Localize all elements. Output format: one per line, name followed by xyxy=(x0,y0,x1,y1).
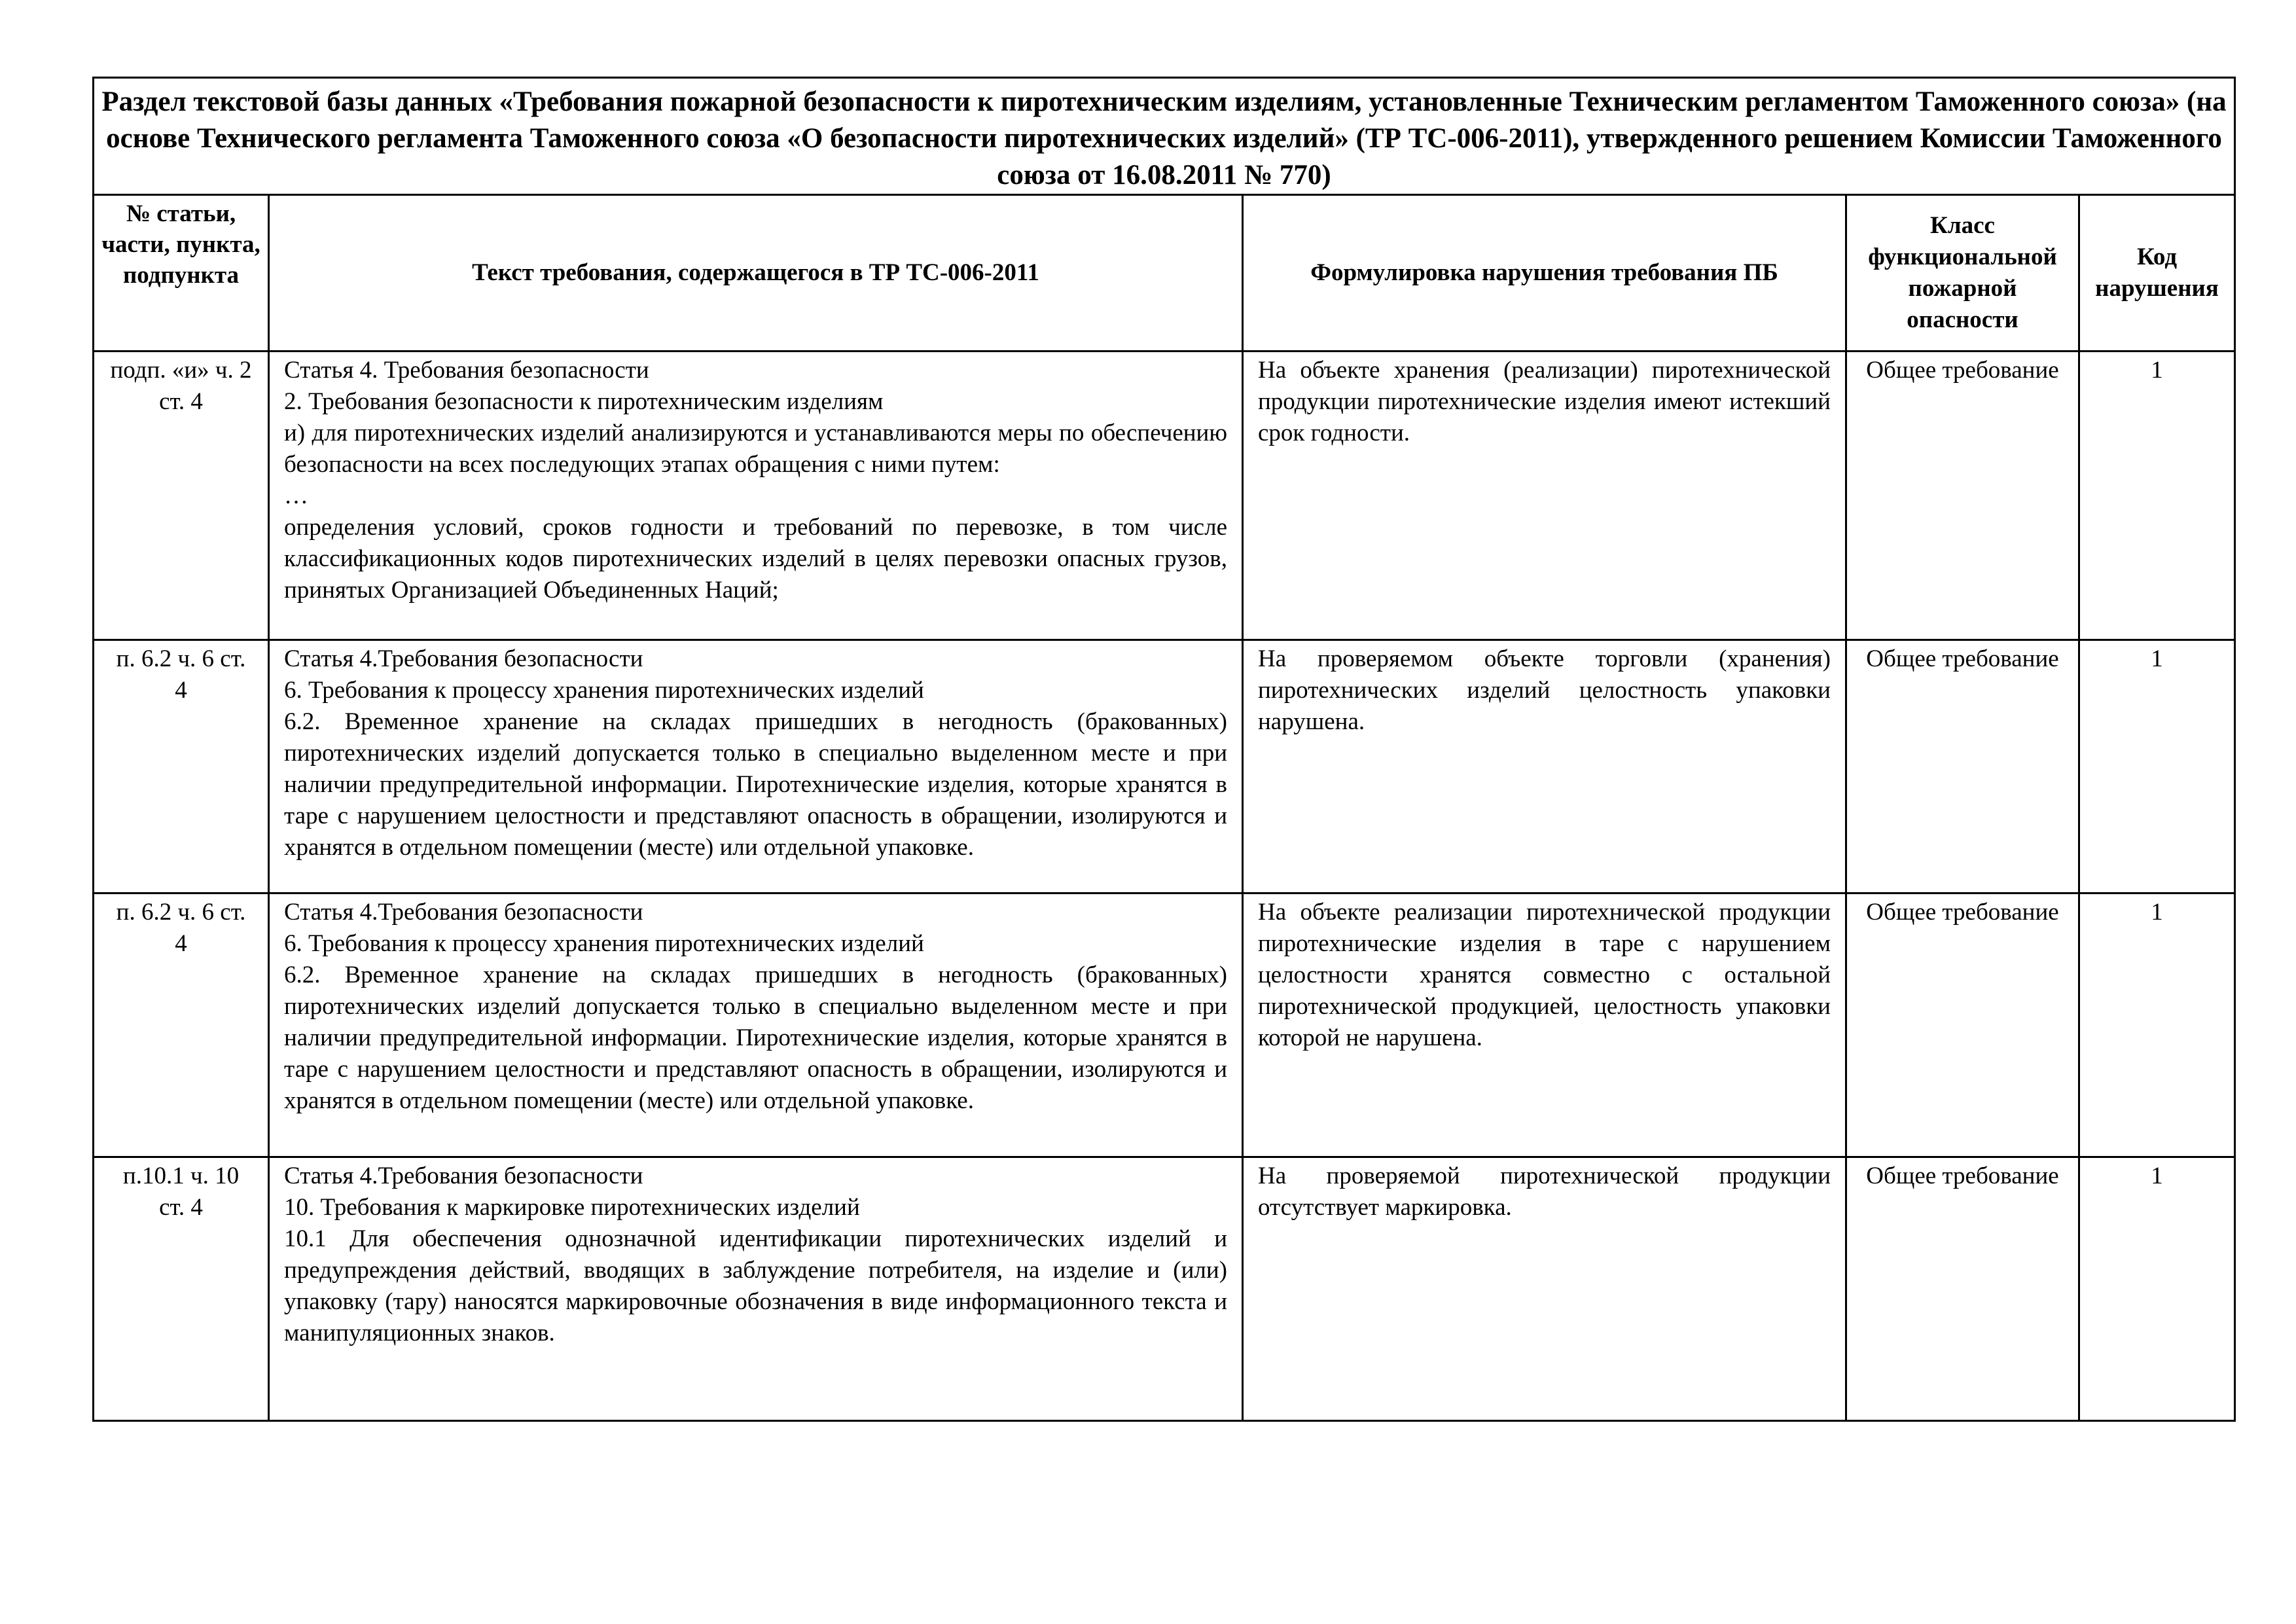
violation-code: 1 xyxy=(2079,893,2235,1157)
row-number: п. 6.2 ч. 6 ст. 4 xyxy=(94,893,269,1157)
violation-code: 1 xyxy=(2079,1157,2235,1421)
text-line: Статья 4.Требования безопасности xyxy=(284,645,643,672)
text-line: 6. Требования к процессу хранения пиротехнических изделий xyxy=(284,677,924,704)
header-violation-code: Код нарушения xyxy=(2079,195,2235,352)
text-line: 6.2. Временное хранение на складах пришедших в негодность (бракованных) пиротехнических изделий допускается только в специально выделенном месте и при наличии предупредительной информации. Пиротехнические изделия, которые хранятся в таре с нарушением целостности и представляют опасность в обращении, изолируются и хранятся в отдельном помещении (месте) или отдельной упаковке. xyxy=(284,708,1227,861)
violation-text: На проверяемой пиротехнической продукции отсутствует маркировка. xyxy=(1243,1157,1846,1421)
violation-text: На объекте хранения (реализации) пиротехнической продукции пиротехнические изделия имеют истекший срок годности. xyxy=(1243,352,1846,640)
text-line: 6. Требования к процессу хранения пиротехнических изделий xyxy=(284,930,924,957)
text-line: Статья 4.Требования безопасности xyxy=(284,899,643,926)
row-number: подп. «и» ч. 2 ст. 4 xyxy=(94,352,269,640)
header-requirement-text: Текст требования, содержащегося в ТР ТС-006-2011 xyxy=(269,195,1243,352)
fire-class: Общее требование xyxy=(1846,352,2079,640)
table-row xyxy=(94,640,2235,893)
table-row xyxy=(94,893,2235,1157)
requirement-text xyxy=(269,640,1243,893)
document-title: Раздел текстовой базы данных «Требования пожарной безопасности к пиротехническим изделиям, установленные Техническим регламентом Таможенного союза» (на основе Технического регламента Таможенного союза «О безопасности пиротехнических изделий» (ТР ТС-006-2011), утвержденного решением Комиссии Таможенного союза от 16.08.2011 № 770) xyxy=(94,78,2235,195)
violation-text: На проверяемом объекте торговли (хранения) пиротехнических изделий целостность упаковки нарушена. xyxy=(1243,640,1846,893)
header-violation: Формулировка нарушения требования ПБ xyxy=(1243,195,1846,352)
row-number: п.10.1 ч. 10 ст. 4 xyxy=(94,1157,269,1421)
violation-code: 1 xyxy=(2079,352,2235,640)
header-fire-class: Класс функциональной пожарной опасности xyxy=(1846,195,2079,352)
fire-class: Общее требование xyxy=(1846,640,2079,893)
header-row xyxy=(94,195,2235,352)
text-line: 10.1 Для обеспечения однозначной идентификации пиротехнических изделий и предупреждения действий, вводящих в заблуждение потребителя, на изделие и (или) упаковку (тару) наносятся маркировочные обозначения в виде информационного текста и манипуляционных знаков. xyxy=(284,1225,1227,1346)
violation-code: 1 xyxy=(2079,640,2235,893)
text-line: Статья 4. Требования безопасности xyxy=(284,357,649,384)
requirement-text xyxy=(269,1157,1243,1421)
requirement-text xyxy=(269,352,1243,640)
title-row xyxy=(94,78,2235,195)
violation-text: На объекте реализации пиротехнической продукции пиротехнические изделия в таре с нарушением целостности хранятся совместно с остальной пиротехнической продукцией, целостность упаковки которой не нарушена. xyxy=(1243,893,1846,1157)
text-line: 2. Требования безопасности к пиротехническим изделиям xyxy=(284,388,884,415)
text-line: и) для пиротехнических изделий анализируются и устанавливаются меры по обеспечению безопасности на всех последующих этапах обращения с ними путем: xyxy=(284,420,1227,478)
header-number: № статьи, части, пункта, подпункта xyxy=(94,195,269,352)
requirements-table xyxy=(92,77,2236,1422)
text-line: 6.2. Временное хранение на складах пришедших в негодность (бракованных) пиротехнических изделий допускается только в специально выделенном месте и при наличии предупредительной информации. Пиротехнические изделия, которые хранятся в таре с нарушением целостности и представляют опасность в обращении, изолируются и хранятся в отдельном помещении (месте) или отдельной упаковке. xyxy=(284,962,1227,1114)
requirement-text xyxy=(269,893,1243,1157)
row-number: п. 6.2 ч. 6 ст. 4 xyxy=(94,640,269,893)
table-row xyxy=(94,1157,2235,1421)
text-line: Статья 4.Требования безопасности xyxy=(284,1163,643,1189)
text-line: 10. Требования к маркировке пиротехнических изделий xyxy=(284,1194,860,1221)
table-row xyxy=(94,352,2235,640)
text-line: … xyxy=(284,482,308,509)
fire-class: Общее требование xyxy=(1846,1157,2079,1421)
fire-class: Общее требование xyxy=(1846,893,2079,1157)
text-line: определения условий, сроков годности и требований по перевозке, в том числе классификационных кодов пиротехнических изделий в целях перевозки опасных грузов, принятых Организацией Объединенных Наций; xyxy=(284,514,1227,604)
